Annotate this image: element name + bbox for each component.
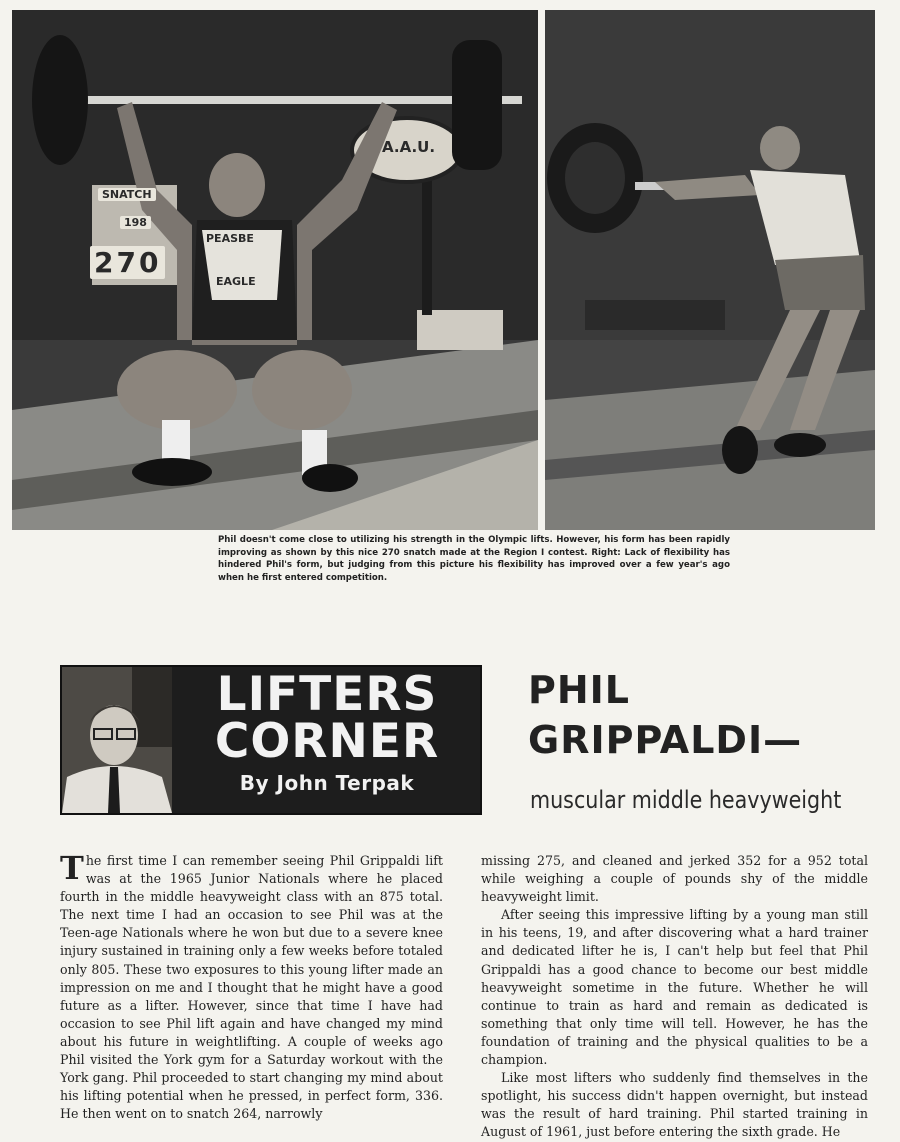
article-paragraph-3: Like most lifters who suddenly find themselves in the spotlight, his success didn't happen overnight, but instead was the result of hard training. Phil started training in August of 1961, just before entering the sixth grade. He bbox=[481, 1070, 868, 1140]
photo-flexibility bbox=[545, 10, 875, 530]
scoreboard-snatch-label: SNATCH bbox=[98, 188, 156, 201]
scoreboard-weight: 270 bbox=[90, 246, 165, 279]
scoreboard-small-number: 198 bbox=[120, 216, 151, 229]
article-column-right bbox=[481, 852, 868, 1142]
masthead-title-block bbox=[174, 667, 480, 795]
author-portrait-illustration bbox=[62, 667, 172, 813]
article-headline bbox=[528, 665, 858, 765]
lifters-corner-masthead bbox=[60, 665, 482, 815]
photo-caption: Phil doesn't come close to utilizing his strength in the Olympic lifts. However, his form has been rapidly improving as shown by this nice 270 snatch made at the Region I contest. Right: Lack of flexibility has hindered Phil's form, but judging from this picture his flexibility has improved over a few year's ago when he first entered competition. bbox=[218, 535, 730, 583]
masthead-title-line1: LIFTERS bbox=[216, 667, 438, 722]
article-column-left bbox=[60, 849, 443, 1123]
jersey-text-bottom: EAGLE bbox=[216, 275, 256, 288]
photo-snatch-squat bbox=[12, 10, 538, 530]
flexibility-photo-illustration bbox=[545, 10, 875, 530]
author-portrait bbox=[62, 667, 172, 813]
article-subhead: muscular middle heavyweight bbox=[530, 786, 842, 814]
headline-line2: GRIPPALDI— bbox=[528, 718, 803, 762]
jersey-text-top: PEASBE bbox=[206, 232, 254, 245]
article-paragraph-1-continued: missing 275, and cleaned and jerked 352 for a 952 total while weighing a couple of pounds shy of the middle heavyweight limit. bbox=[481, 853, 868, 905]
article-paragraph-1: he first time I can remember seeing Phil Grippaldi lift was at the 1965 Junior Nationals where he placed fourth in the middle heavyweight class with an 875 total. The next time I had an occasion to see Phil was at the Teen-age Nationals where he won but due to a severe knee injury sustained in training only a few weeks before totaled only 805. These two exposures to this young lifter made an impression on me and I thought that he might have a good future as a lifter. However, since that time I have had occasion to see Phil lift again and have changed my mind about his future in weightlifting. A couple of weeks ago Phil visited the York gym for a Saturday workout with the York gang. Phil proceeded to start changing my mind about his lifting potential when he pressed, in perfect form, 336. He then went on to snatch 264, narrowly bbox=[60, 853, 443, 1122]
aau-banner-text: A.A.U. bbox=[382, 138, 436, 156]
masthead-byline: By John Terpak bbox=[239, 771, 415, 795]
headline-line1: PHIL bbox=[528, 668, 631, 712]
article-paragraph-2: After seeing this impressive lifting by a young man still in his teens, 19, and after discovering what a hard trainer and dedicated lifter he is, I can't help but feel that Phil Grippaldi has a good chance to become our best middle heavyweight sometime in the future. Whether he will continue to train as hard and remain as dedicated is something that only time will tell. However, he has the foundation of training and the physical qualities to be a champion. bbox=[481, 907, 868, 1068]
drop-cap: T bbox=[60, 849, 84, 887]
masthead-title-line2: CORNER bbox=[214, 714, 440, 769]
